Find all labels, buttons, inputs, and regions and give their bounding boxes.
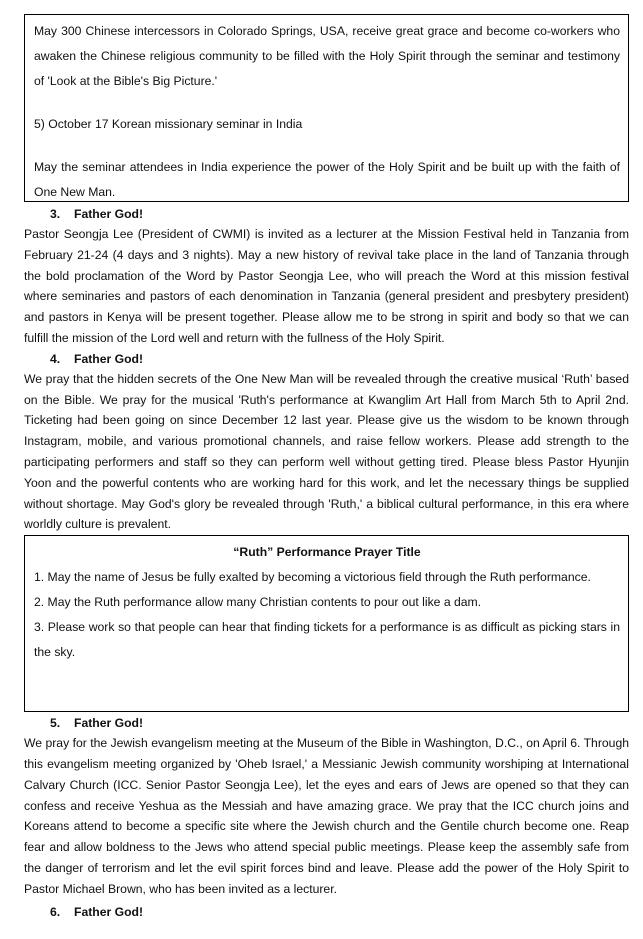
section-title: Father God! bbox=[74, 904, 144, 919]
prayer-box-seminars bbox=[24, 14, 629, 202]
section-heading-4 bbox=[24, 349, 629, 369]
section-title: Father God! bbox=[74, 716, 144, 731]
box-paragraph-india-seminar-title: 5) October 17 Korean missionary seminar in India bbox=[34, 117, 303, 131]
section-number: 3. bbox=[50, 207, 61, 221]
ruth-prayer-item-1: 1. May the name of Jesus be fully exalted by becoming a victorious field through the Ruth performance. bbox=[34, 570, 591, 585]
section-title: Father God! bbox=[74, 207, 144, 221]
section-body-3: Pastor Seongja Lee (President of CWMI) is invited as a lecturer at the Mission Festival held in Tanzania from February 21-24 (4 days and 3 nights). May a new history of revival take place in the land of Tanzania through the bold proclamation of the Word by Pastor Seongja Lee, who will preach the Word at this mission festival where seminaries and pastors of each denomination in Tanzania (general president and presbytery president) and pastors in Kenya will be present together. Please allow me to be strong in spirit and body so that we can fulfill the mission of the Lord well and return with the fullness of the Holy Spirit. bbox=[24, 227, 629, 345]
section-body-5: We pray for the Jewish evangelism meeting at the Museum of the Bible in Washington, D.C., on April 6. Through this evangelism meeting organized by 'Oheb Israel,' a Messianic Jewish community worshiping at International Calvary Church (ICC. Senior Pastor Seongja Lee), let the eyes and ears of Jews are opened so that they can confess and receive Yeshua as the Messiah and have amazing grace. We pray that the ICC church joins and Koreans attend to become a specific site where the Jewish church and the Gentile church become one. Reap fear and allow boldness to the Jews who attend special public meetings. Please keep the assembly safe from the danger of terrorism and let the evil spirit forces bind and leave. Please add the power of the Holy Spirit to Pastor Michael Brown, who has been invited as a lecturer. bbox=[24, 736, 629, 896]
section-number: 4. bbox=[50, 351, 61, 366]
ruth-prayer-item-2: 2. May the Ruth performance allow many Christian contents to pour out like a dam. bbox=[34, 595, 482, 610]
section-body-4: We pray that the hidden secrets of the One New Man will be revealed through the creative musical ‘Ruth’ based on the Bible. We pray for the musical 'Ruth's performance at Kwanglim Art Hall from March 5th to April 2nd. Ticketing had been going on since December 12 last year. Please give us the wisdom to be known through Instagram, mobile, and various promotional channels, and raise fellow workers. Please add strength to the participating performers and staff so they can perform well without getting tired. Please bless Pastor Hyunjin Yoon and the powerful contents who are working hard for this work, and let the necessary things be supplied without shortage. May God's glory be revealed through 'Ruth,' a biblical cultural performance, in this era where worldly culture is prevalent. bbox=[24, 371, 629, 532]
section-title: Father God! bbox=[74, 351, 144, 366]
section-heading-3 bbox=[24, 204, 629, 224]
section-number: 5. bbox=[50, 716, 61, 731]
ruth-box-title: “Ruth” Performance Prayer Title bbox=[233, 545, 421, 560]
box-paragraph-chinese-intercessors: May 300 Chinese intercessors in Colorado Springs, USA, receive great grace and become co-workers who awaken the Chinese religious community to be filled with the Holy Spirit through the seminar and testimony of 'Look at the Bible's Big Picture.' bbox=[34, 24, 620, 88]
section-heading-5 bbox=[24, 713, 629, 733]
prayer-box-ruth bbox=[24, 535, 629, 712]
section-number: 6. bbox=[50, 904, 61, 919]
ruth-prayer-item-3: 3. Please work so that people can hear that finding tickets for a performance is as difficult as picking stars in the sky. bbox=[34, 620, 620, 660]
box-paragraph-india-seminar: May the seminar attendees in India experience the power of the Holy Spirit and be built up with the faith of One New Man. bbox=[34, 160, 620, 199]
section-heading-6 bbox=[24, 902, 629, 922]
